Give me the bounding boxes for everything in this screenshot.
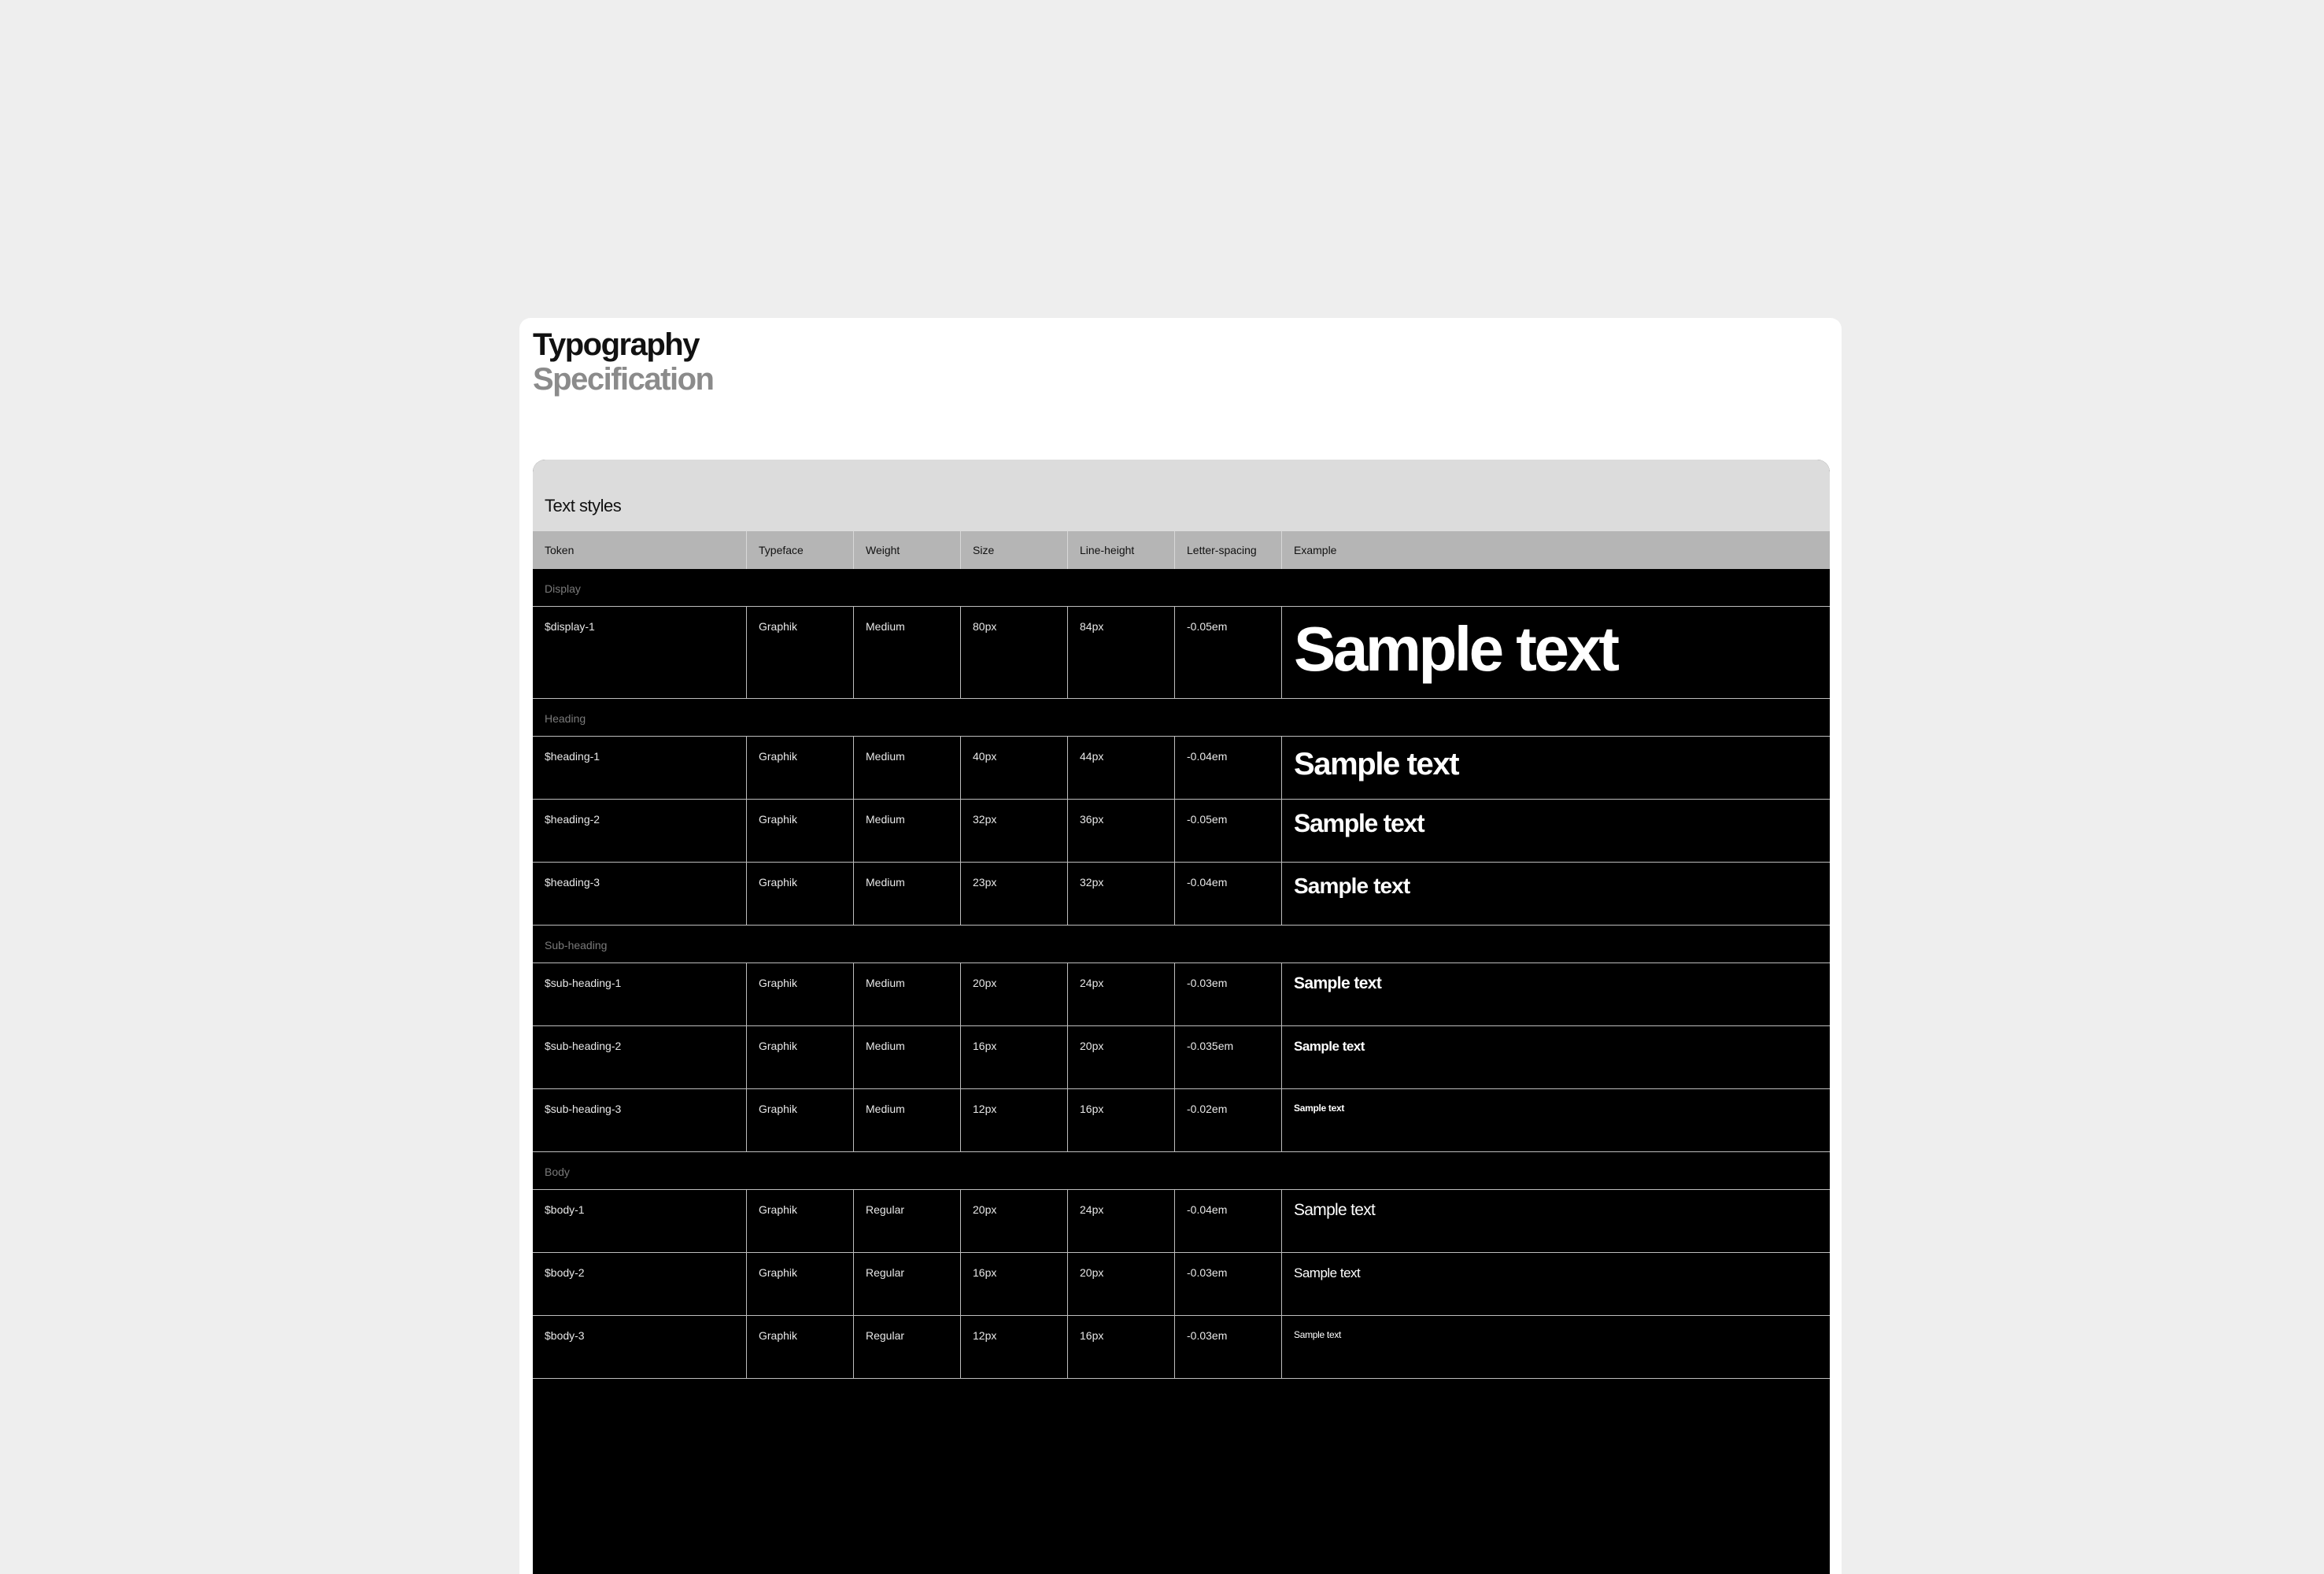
- group-row: [533, 926, 1830, 963]
- table-body: [533, 569, 1830, 1379]
- token-cell: $body-2: [533, 1253, 747, 1315]
- typeface-cell: Graphik: [747, 1089, 854, 1151]
- letter-spacing-cell: -0.03em: [1175, 1316, 1282, 1378]
- example-cell: Sample text: [1294, 809, 1424, 837]
- size-cell: 23px: [961, 863, 1068, 925]
- line-height-cell: 24px: [1068, 963, 1175, 1025]
- token-cell: $sub-heading-3: [533, 1089, 747, 1151]
- line-height-cell: 36px: [1068, 800, 1175, 862]
- typeface-cell: Graphik: [747, 1316, 854, 1378]
- letter-spacing-cell: -0.05em: [1175, 607, 1282, 698]
- panel-title: Text styles: [545, 496, 622, 515]
- letter-spacing-cell: -0.05em: [1175, 800, 1282, 862]
- column-header-letter-spacing: Letter-spacing: [1175, 531, 1282, 569]
- table-row: [533, 963, 1830, 1026]
- line-height-cell: 20px: [1068, 1026, 1175, 1088]
- token-cell: $heading-3: [533, 863, 747, 925]
- page-title: Typography: [533, 327, 699, 362]
- table-header: [533, 531, 1830, 569]
- typeface-cell: Graphik: [747, 1190, 854, 1252]
- weight-cell: Regular: [854, 1316, 961, 1378]
- table-row: [533, 737, 1830, 800]
- size-cell: 20px: [961, 963, 1068, 1025]
- example-cell: Sample text: [1294, 1265, 1361, 1280]
- token-cell: $heading-2: [533, 800, 747, 862]
- size-cell: 12px: [961, 1316, 1068, 1378]
- typeface-cell: Graphik: [747, 863, 854, 925]
- line-height-cell: 16px: [1068, 1316, 1175, 1378]
- panel-header: [533, 460, 1830, 531]
- typeface-cell: Graphik: [747, 737, 854, 799]
- column-header-example: Example: [1294, 544, 1337, 556]
- table-row: [533, 1316, 1830, 1379]
- example-cell: Sample text: [1294, 874, 1410, 898]
- example-cell: Sample text: [1294, 974, 1382, 992]
- letter-spacing-cell: -0.04em: [1175, 1190, 1282, 1252]
- token-cell: $sub-heading-1: [533, 963, 747, 1025]
- text-styles-panel: [533, 460, 1830, 1574]
- table-row: [533, 1190, 1830, 1253]
- group-row: [533, 699, 1830, 737]
- example-cell: Sample text: [1294, 747, 1459, 781]
- title-block: [533, 327, 713, 397]
- typeface-cell: Graphik: [747, 800, 854, 862]
- letter-spacing-cell: -0.03em: [1175, 963, 1282, 1025]
- group-label: Heading: [545, 712, 586, 725]
- table-row: [533, 800, 1830, 863]
- letter-spacing-cell: -0.04em: [1175, 863, 1282, 925]
- example-cell: Sample text: [1294, 1103, 1345, 1114]
- letter-spacing-cell: -0.035em: [1175, 1026, 1282, 1088]
- table-row: [533, 607, 1830, 699]
- token-cell: $heading-1: [533, 737, 747, 799]
- example-cell: Sample text: [1294, 1201, 1376, 1219]
- weight-cell: Medium: [854, 737, 961, 799]
- weight-cell: Medium: [854, 800, 961, 862]
- column-header-weight: Weight: [854, 531, 961, 569]
- token-cell: $sub-heading-2: [533, 1026, 747, 1088]
- line-height-cell: 20px: [1068, 1253, 1175, 1315]
- line-height-cell: 16px: [1068, 1089, 1175, 1151]
- size-cell: 12px: [961, 1089, 1068, 1151]
- weight-cell: Medium: [854, 863, 961, 925]
- group-row: [533, 569, 1830, 607]
- typeface-cell: Graphik: [747, 607, 854, 698]
- token-cell: $body-3: [533, 1316, 747, 1378]
- example-cell: Sample text: [1294, 1039, 1365, 1054]
- line-height-cell: 32px: [1068, 863, 1175, 925]
- weight-cell: Regular: [854, 1190, 961, 1252]
- weight-cell: Medium: [854, 1026, 961, 1088]
- size-cell: 16px: [961, 1253, 1068, 1315]
- table-row: [533, 1253, 1830, 1316]
- size-cell: 16px: [961, 1026, 1068, 1088]
- token-cell: $body-1: [533, 1190, 747, 1252]
- size-cell: 40px: [961, 737, 1068, 799]
- column-header-token: Token: [533, 531, 747, 569]
- letter-spacing-cell: -0.03em: [1175, 1253, 1282, 1315]
- line-height-cell: 44px: [1068, 737, 1175, 799]
- letter-spacing-cell: -0.04em: [1175, 737, 1282, 799]
- size-cell: 80px: [961, 607, 1068, 698]
- spec-sheet: [519, 318, 1842, 1574]
- example-cell: Sample text: [1294, 1329, 1342, 1340]
- letter-spacing-cell: -0.02em: [1175, 1089, 1282, 1151]
- column-header-size: Size: [961, 531, 1068, 569]
- size-cell: 20px: [961, 1190, 1068, 1252]
- weight-cell: Medium: [854, 1089, 961, 1151]
- line-height-cell: 84px: [1068, 607, 1175, 698]
- group-label: Display: [545, 582, 581, 595]
- typeface-cell: Graphik: [747, 963, 854, 1025]
- typeface-cell: Graphik: [747, 1253, 854, 1315]
- column-header-line-height: Line-height: [1068, 531, 1175, 569]
- table-row: [533, 1026, 1830, 1089]
- page-subtitle: Specification: [533, 362, 714, 397]
- table-row: [533, 1089, 1830, 1152]
- example-cell: Sample text: [1294, 614, 1617, 684]
- typeface-cell: Graphik: [747, 1026, 854, 1088]
- group-label: Sub-heading: [545, 939, 608, 951]
- size-cell: 32px: [961, 800, 1068, 862]
- column-header-typeface: Typeface: [747, 531, 854, 569]
- token-cell: $display-1: [533, 607, 747, 698]
- weight-cell: Regular: [854, 1253, 961, 1315]
- table-row: [533, 863, 1830, 926]
- group-row: [533, 1152, 1830, 1190]
- group-label: Body: [545, 1166, 570, 1178]
- line-height-cell: 24px: [1068, 1190, 1175, 1252]
- weight-cell: Medium: [854, 963, 961, 1025]
- weight-cell: Medium: [854, 607, 961, 698]
